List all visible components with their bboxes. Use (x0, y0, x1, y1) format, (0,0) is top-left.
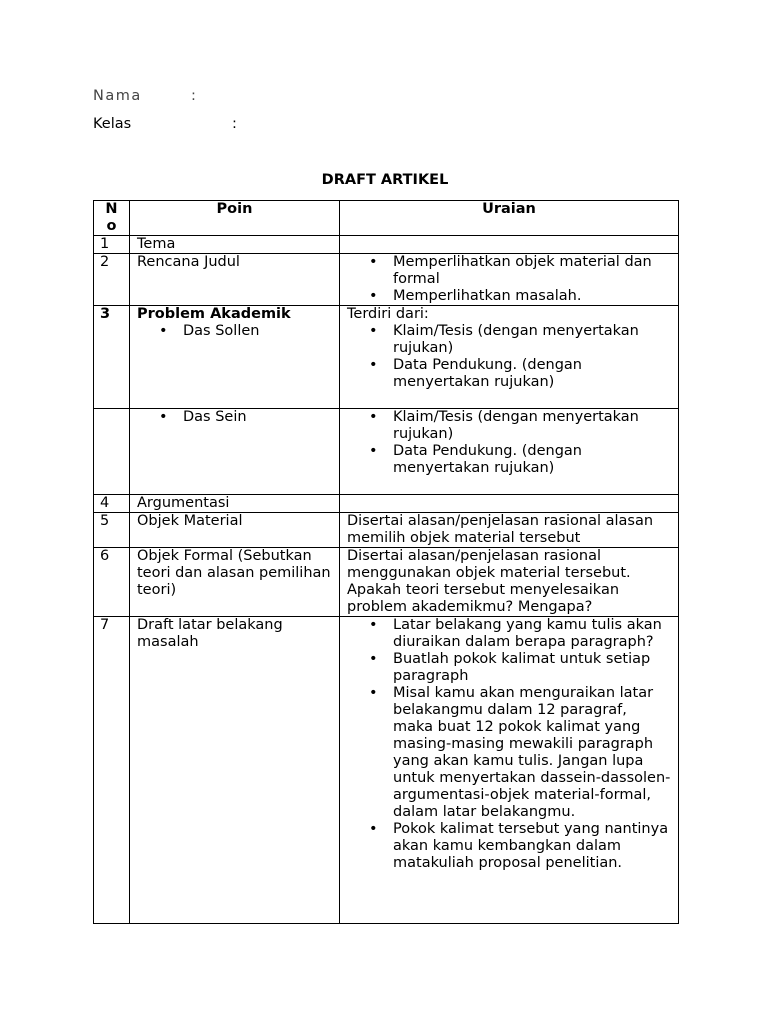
table-row (94, 513, 679, 548)
table-row (94, 254, 679, 306)
header-poin: Poin (130, 201, 340, 236)
nama-field (93, 87, 198, 105)
poin-list (137, 323, 332, 340)
list-item: • Buatlah pokok kalimat untuk setiap paragraph (393, 651, 671, 685)
list-item: • Das Sollen (183, 323, 332, 340)
document-title: DRAFT ARTIKEL (321, 172, 449, 188)
list-item: • Misal kamu akan menguraikan latar belakangmu dalam 12 paragraf, maka buat 12 pokok kalimat yang masing-masing mewakili paragraph yang akan kamu tulis. Jangan lupa untuk menyertakan dassein-dassolen-argumentasi-objek material-formal, dalam latar belakangmu. (393, 685, 671, 821)
kelas-label: Kelas (93, 116, 132, 132)
list-item: • Klaim/Tesis (dengan menyertakan rujukan) (393, 323, 671, 357)
table-row (94, 236, 679, 254)
kelas-field (93, 115, 237, 133)
row-no: 5 (94, 513, 130, 548)
header-uraian: Uraian (340, 201, 679, 236)
list-item: • Data Pendukung. (dengan menyertakan rujukan) (393, 443, 671, 477)
nama-label: Nama (93, 88, 142, 104)
list-item: • Data Pendukung. (dengan menyertakan rujukan) (393, 357, 671, 391)
row-poin (130, 306, 340, 409)
row-uraian: Disertai alasan/penjelasan rasional alasan memilih objek material tersebut (340, 513, 679, 548)
row-uraian (340, 236, 679, 254)
table-header-row (94, 201, 679, 236)
row-poin: Objek Formal (Sebutkan teori dan alasan pemilihan teori) (130, 548, 340, 617)
list-item: • Memperlihatkan masalah. (393, 288, 671, 305)
list-item: • Klaim/Tesis (dengan menyertakan rujukan) (393, 409, 671, 443)
row-uraian (340, 254, 679, 306)
uraian-list (347, 617, 671, 872)
nama-colon: : (191, 88, 198, 104)
uraian-list (347, 323, 671, 391)
header-no: No (94, 201, 130, 236)
uraian-intro: Terdiri dari: (347, 306, 429, 322)
row-no: 6 (94, 548, 130, 617)
row-no: 2 (94, 254, 130, 306)
table-row (94, 495, 679, 513)
row-no: 1 (94, 236, 130, 254)
kelas-colon: : (232, 116, 237, 132)
poin-list (137, 409, 332, 426)
row-poin: Rencana Judul (130, 254, 340, 306)
list-item: • Latar belakang yang kamu tulis akan diuraikan dalam berapa paragraph? (393, 617, 671, 651)
row-uraian (340, 409, 679, 495)
table-row (94, 409, 679, 495)
draft-table (93, 200, 679, 924)
row-no: 7 (94, 617, 130, 924)
poin-heading: Problem Akademik (137, 306, 291, 322)
row-poin: Tema (130, 236, 340, 254)
table-row (94, 548, 679, 617)
uraian-list (347, 254, 671, 305)
row-no: 4 (94, 495, 130, 513)
list-item: • Pokok kalimat tersebut yang nantinya akan kamu kembangkan dalam matakuliah proposal penelitian. (393, 821, 671, 872)
table-row (94, 306, 679, 409)
row-poin: Objek Material (130, 513, 340, 548)
row-poin: Draft latar belakang masalah (130, 617, 340, 924)
row-uraian: Disertai alasan/penjelasan rasional menggunakan objek material tersebut. Apakah teori tersebut menyelesaikan problem akademikmu? Mengapa? (340, 548, 679, 617)
uraian-list (347, 409, 671, 477)
table-row (94, 617, 679, 924)
row-uraian (340, 306, 679, 409)
row-no (94, 409, 130, 495)
list-item: • Das Sein (183, 409, 332, 426)
list-item: • Memperlihatkan objek material dan formal (393, 254, 671, 288)
row-poin: Argumentasi (130, 495, 340, 513)
row-uraian (340, 495, 679, 513)
row-poin (130, 409, 340, 495)
row-uraian (340, 617, 679, 924)
row-no: 3 (94, 306, 130, 409)
